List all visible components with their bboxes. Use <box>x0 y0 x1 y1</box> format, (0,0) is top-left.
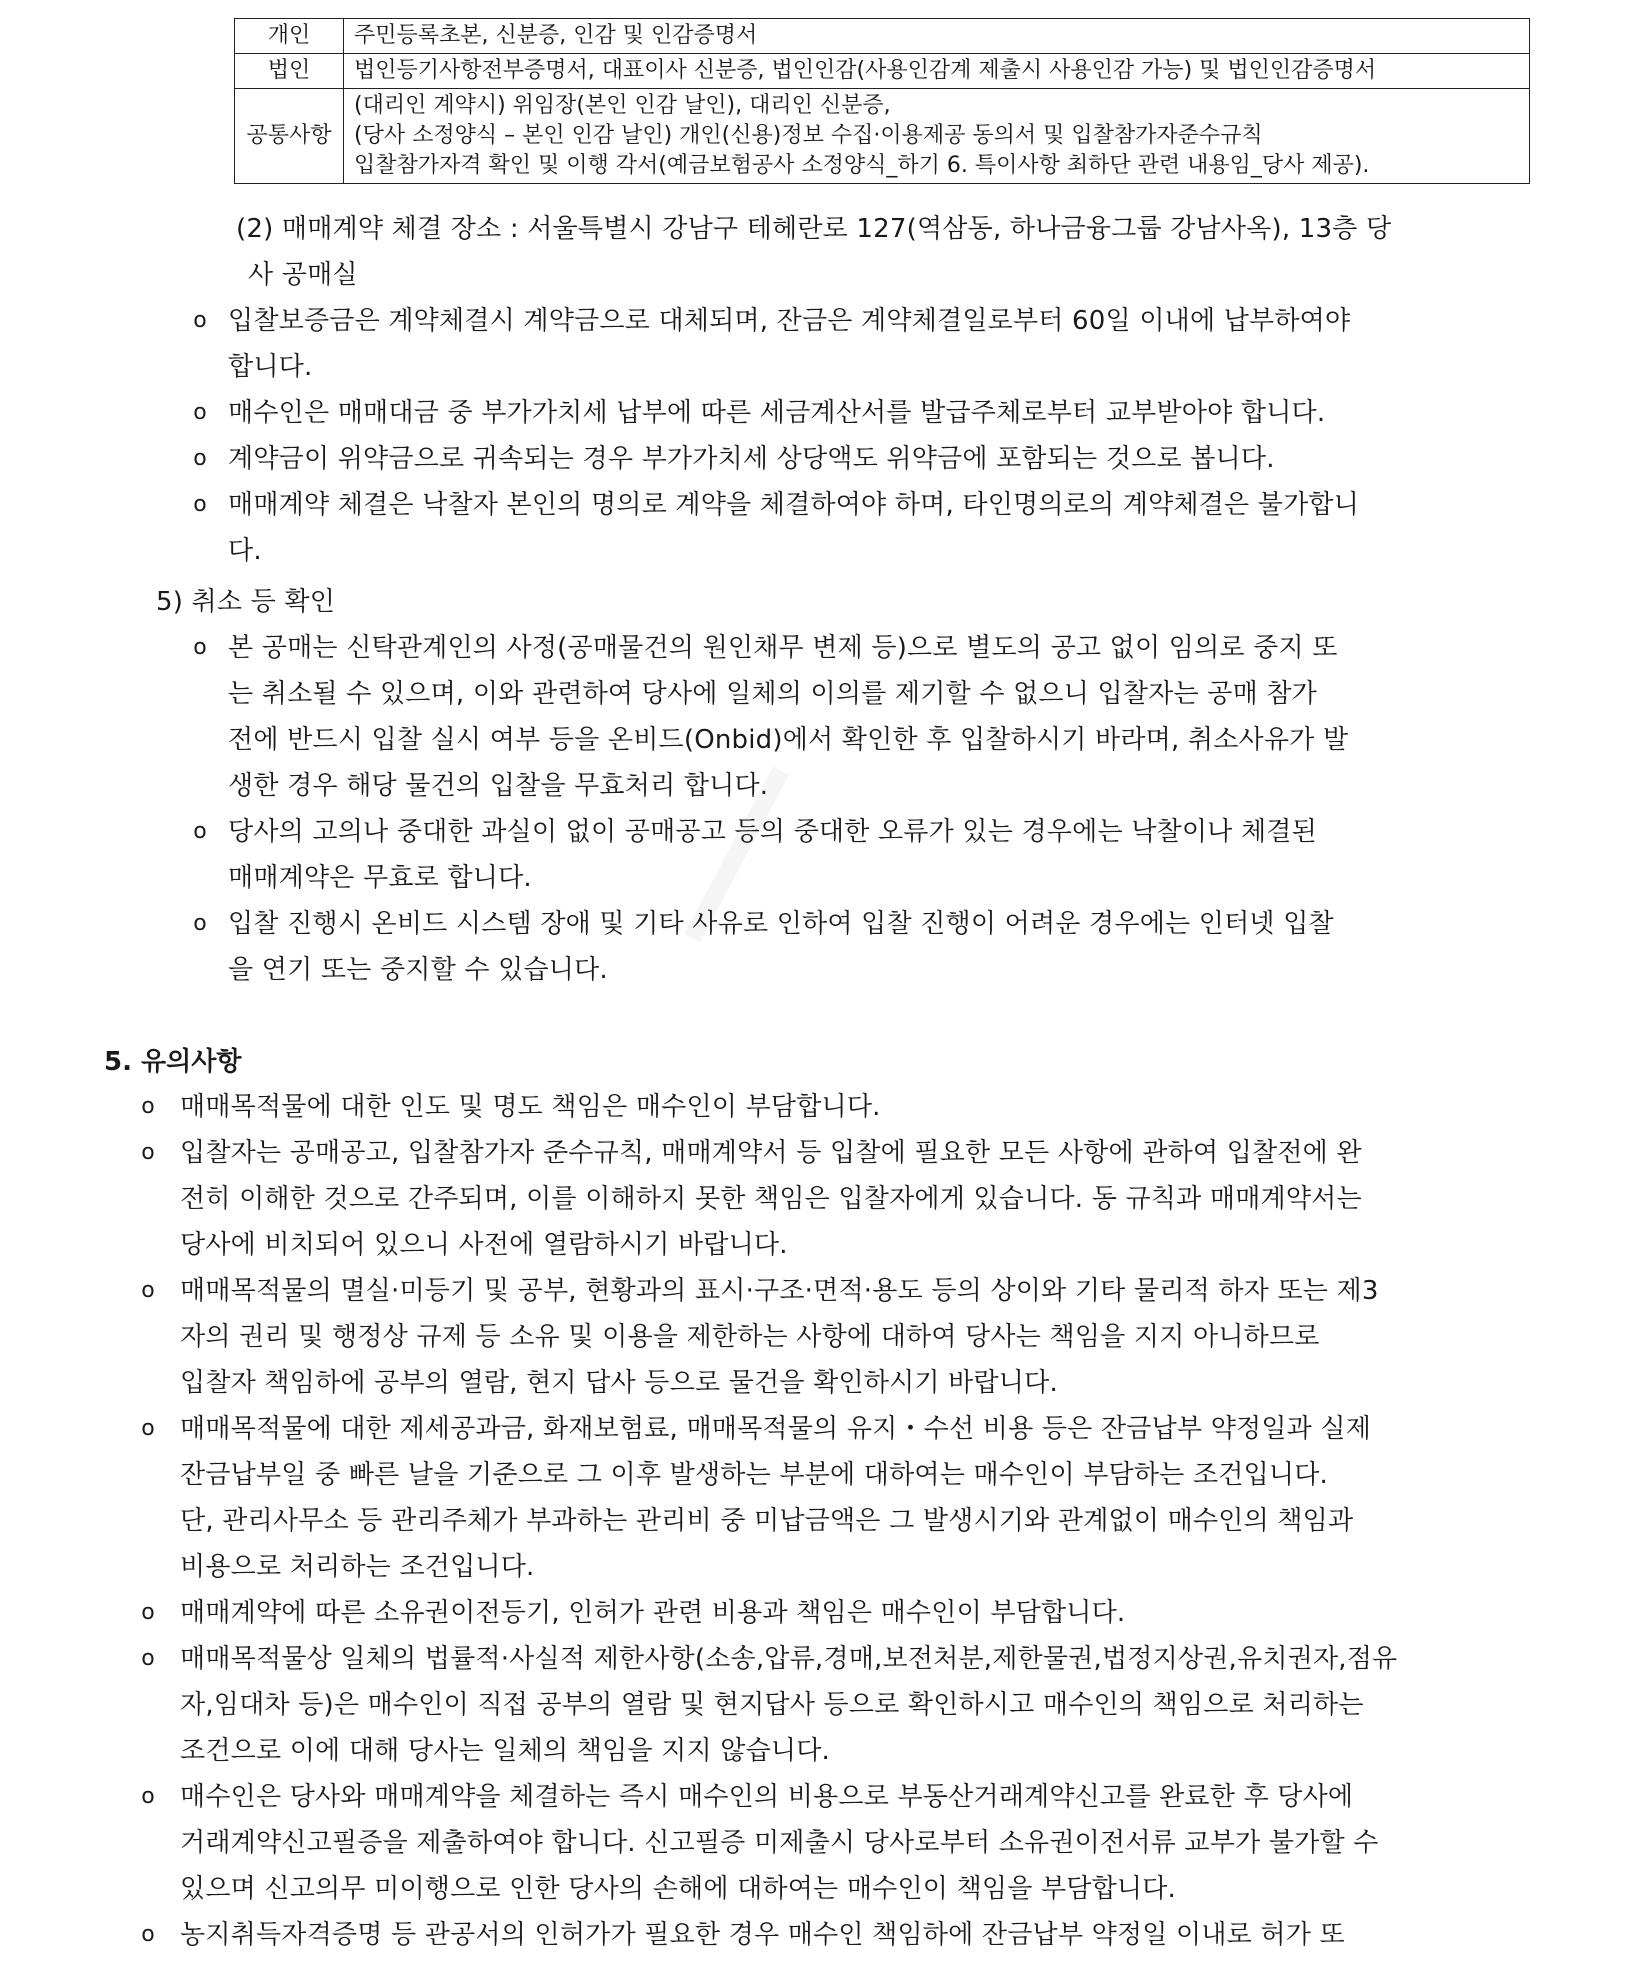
bullet-text-line: 전에 반드시 입찰 실시 여부 등을 온비드(Onbid)에서 확인한 후 입찰하시기 바라며, 취소사유가 발 <box>228 725 1349 755</box>
bullet-text-line: 매매계약에 따른 소유권이전등기, 인허가 관련 비용과 책임은 매수인이 부담합니다. <box>180 1598 1126 1628</box>
bullet-text-line: 전히 이해한 것으로 간주되며, 이를 이해하지 못한 책임은 입찰자에게 있습니다. 동 규칙과 매매계약서는 <box>180 1184 1362 1214</box>
bullet-marker: o <box>141 1416 155 1441</box>
table-value-cell <box>344 89 1530 184</box>
required-documents-table <box>234 18 1530 184</box>
section-title: 5. 유의사항 <box>104 1047 242 1077</box>
table-key-cell: 개인 <box>235 19 344 54</box>
table-key-cell: 공통사항 <box>235 89 344 184</box>
bullet-text-line: 매수인은 매매대금 중 부가가치세 납부에 따른 세금계산서를 발급주체로부터 교부받아야 합니다. <box>228 398 1326 428</box>
bullet-text-line: 거래계약신고필증을 제출하여야 합니다. 신고필증 미제출시 당사로부터 소유권이전서류 교부가 불가할 수 <box>180 1828 1379 1858</box>
bullet-text-line: 있으며 신고의무 미이행으로 인한 당사의 손해에 대하여는 매수인이 책임을 부담합니다. <box>180 1874 1177 1904</box>
bullet-marker: o <box>193 819 207 844</box>
bullet-text-line: 농지취득자격증명 등 관공서의 인허가가 필요한 경우 매수인 책임하에 잔금납부 약정일 이내로 허가 또 <box>180 1920 1345 1950</box>
table-row <box>235 89 1530 184</box>
table-value-line: 법인등기사항전부증명서, 대표이사 신분증, 법인인감(사용인감계 제출시 사용인감 가능) 및 법인인감증명서 <box>354 58 1377 83</box>
bullet-text-line: 매매목적물에 대한 인도 및 명도 책임은 매수인이 부담합니다. <box>180 1092 881 1122</box>
bullet-marker: o <box>141 1784 155 1809</box>
bullet-marker: o <box>141 1646 155 1671</box>
bullet-marker: o <box>193 446 207 471</box>
bullet-text-line: 입찰 진행시 온비드 시스템 장애 및 기타 사유로 인하여 입찰 진행이 어려운 경우에는 인터넷 입찰 <box>228 909 1334 939</box>
bullet-text-line: 다. <box>228 536 262 566</box>
bullet-text-line: 는 취소될 수 있으며, 이와 관련하여 당사에 일체의 이의를 제기할 수 없으니 입찰자는 공매 참가 <box>228 679 1317 709</box>
bullet-text-line: 본 공매는 신탁관계인의 사정(공매물건의 원인채무 변제 등)으로 별도의 공고 없이 임의로 중지 또 <box>228 633 1338 663</box>
table-row <box>235 19 1530 54</box>
bullet-text-line: 합니다. <box>228 352 313 382</box>
bullet-text-line: 잔금납부일 중 빠른 날을 기준으로 그 이후 발생하는 부분에 대하여는 매수인이 부담하는 조건입니다. <box>180 1460 1328 1490</box>
table-value-line: 주민등록초본, 신분증, 인감 및 인감증명서 <box>354 23 758 48</box>
bullet-marker: o <box>193 308 207 333</box>
bullet-text-line: 입찰자 책임하에 공부의 열람, 현지 답사 등으로 물건을 확인하시기 바랍니다. <box>180 1368 1058 1398</box>
bullet-text-line: 조건으로 이에 대해 당사는 일체의 책임을 지지 않습니다. <box>180 1736 830 1766</box>
bullet-text-line: 단, 관리사무소 등 관리주체가 부과하는 관리비 중 미납금액은 그 발생시기와 관계없이 매수인의 책임과 <box>180 1506 1354 1536</box>
table-value-line: (당사 소정양식 – 본인 인감 날인) 개인(신용)정보 수집·이용제공 동의서 및 입찰참가자준수규칙 <box>354 123 1263 148</box>
bullet-marker: o <box>141 1922 155 1947</box>
bullet-text-line: 매매목적물에 대한 제세공과금, 화재보험료, 매매목적물의 유지・수선 비용 등은 잔금납부 약정일과 실제 <box>180 1414 1372 1444</box>
table-row <box>235 54 1530 89</box>
table-value-line: 입찰참가자격 확인 및 이행 각서(예금보험공사 소정양식_하기 6. 특이사항 최하단 관련 내용임_당사 제공). <box>354 153 1370 178</box>
table-value-cell <box>344 54 1530 89</box>
bullet-text-line: 계약금이 위약금으로 귀속되는 경우 부가가치세 상당액도 위약금에 포함되는 것으로 봅니다. <box>228 444 1275 474</box>
bullet-text-line: 당사의 고의나 중대한 과실이 없이 공매공고 등의 중대한 오류가 있는 경우에는 낙찰이나 체결된 <box>228 817 1317 847</box>
paragraph-line: 사 공매실 <box>248 260 358 290</box>
bullet-marker: o <box>141 1600 155 1625</box>
bullet-text-line: 비용으로 처리하는 조건입니다. <box>180 1552 535 1582</box>
bullet-text-line: 매매계약 체결은 낙찰자 본인의 명의로 계약을 체결하여야 하며, 타인명의로의 계약체결은 불가합니 <box>228 490 1360 520</box>
bullet-text-line: 자,임대차 등)은 매수인이 직접 공부의 열람 및 현지답사 등으로 확인하시고 매수인의 책임으로 처리하는 <box>180 1690 1364 1720</box>
bullet-text-line: 입찰보증금은 계약체결시 계약금으로 대체되며, 잔금은 계약체결일로부터 60일 이내에 납부하여야 <box>228 306 1351 336</box>
bullet-text-line: 매매목적물의 멸실·미등기 및 공부, 현황과의 표시·구조·면적·용도 등의 상이와 기타 물리적 하자 또는 제3 <box>180 1276 1379 1306</box>
table-key-cell: 법인 <box>235 54 344 89</box>
bullet-text-line: 매수인은 당사와 매매계약을 체결하는 즉시 매수인의 비용으로 부동산거래계약신고를 완료한 후 당사에 <box>180 1782 1354 1812</box>
bullet-marker: o <box>141 1094 155 1119</box>
bullet-text-line: 매매계약은 무효로 합니다. <box>228 863 532 893</box>
bullet-text-line: 매매목적물상 일체의 법률적·사실적 제한사항(소송,압류,경매,보전처분,제한물권,법정지상권,유치권자,점유 <box>180 1644 1398 1674</box>
table-value-cell <box>344 19 1530 54</box>
table-value-line: (대리인 계약시) 위임장(본인 인감 날인), 대리인 신분증, <box>354 93 891 118</box>
bullet-marker: o <box>193 635 207 660</box>
paragraph-line: (2) 매매계약 체결 장소 : 서울특별시 강남구 테헤란로 127(역삼동, 하나금융그룹 강남사옥), 13층 당 <box>236 214 1392 244</box>
bullet-text-line: 당사에 비치되어 있으니 사전에 열람하시기 바랍니다. <box>180 1230 788 1260</box>
bullet-marker: o <box>193 400 207 425</box>
bullet-text-line: 생한 경우 해당 물건의 입찰을 무효처리 합니다. <box>228 771 769 801</box>
bullet-marker: o <box>193 911 207 936</box>
bullet-text-line: 입찰자는 공매공고, 입찰참가자 준수규칙, 매매계약서 등 입찰에 필요한 모든 사항에 관하여 입찰전에 완 <box>180 1138 1362 1168</box>
bullet-text-line: 을 연기 또는 중지할 수 있습니다. <box>228 955 608 985</box>
bullet-marker: o <box>193 492 207 517</box>
bullet-marker: o <box>141 1278 155 1303</box>
subsection-heading: 5) 취소 등 확인 <box>156 587 336 617</box>
bullet-marker: o <box>141 1140 155 1165</box>
bullet-text-line: 자의 권리 및 행정상 규제 등 소유 및 이용을 제한하는 사항에 대하여 당사는 책임을 지지 아니하므로 <box>180 1322 1320 1352</box>
